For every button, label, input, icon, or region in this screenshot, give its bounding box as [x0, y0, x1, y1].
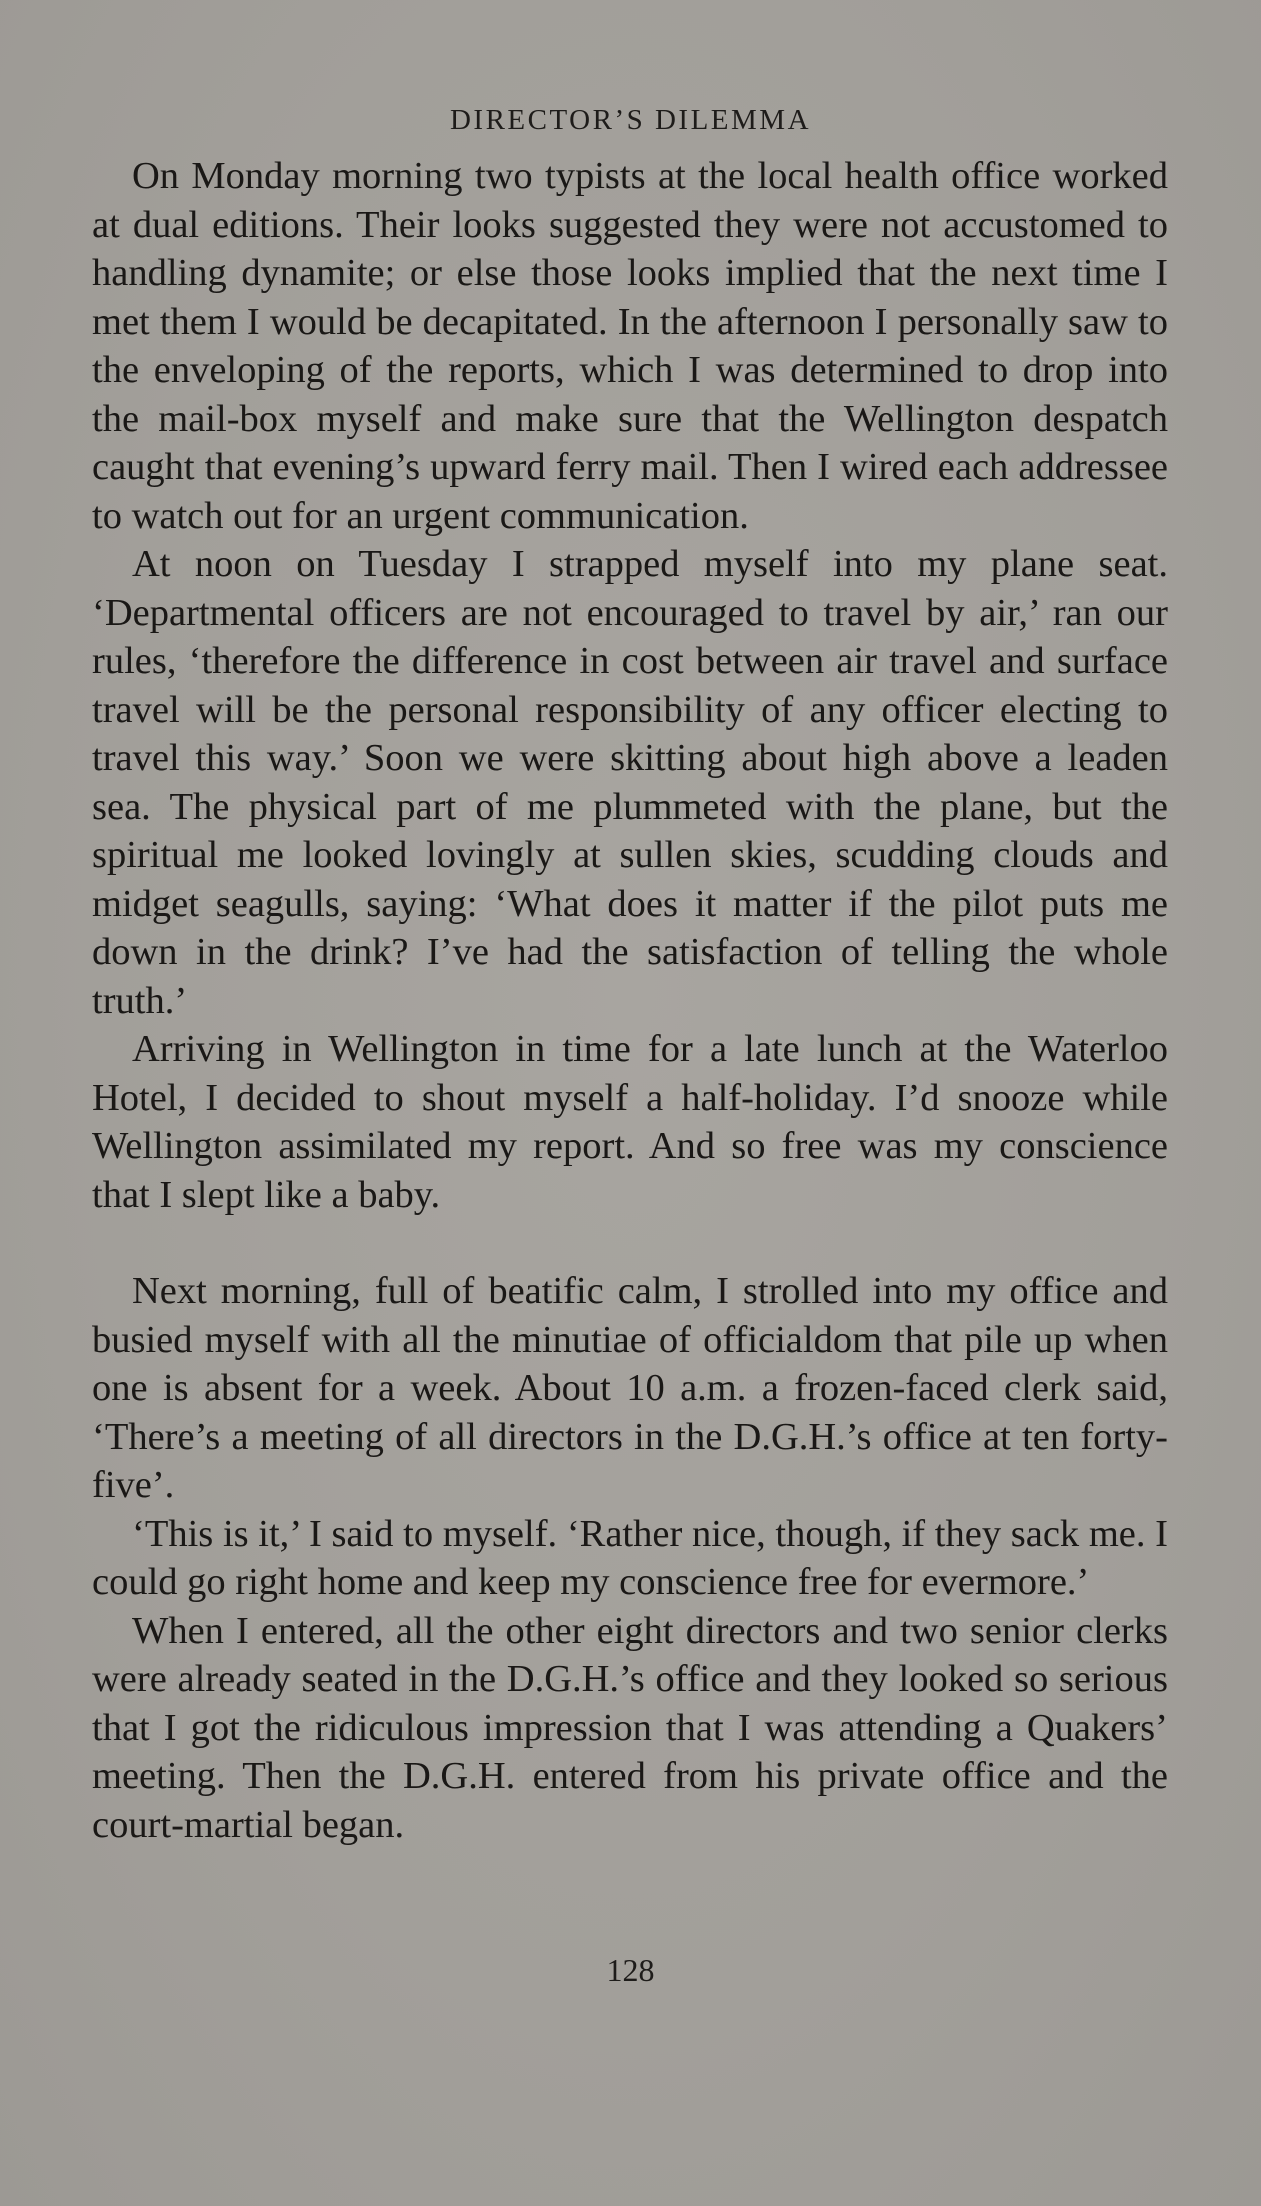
paragraph: On Monday morning two typists at the local health office worked at dual editions. Their looks suggested they were not accustomed to handling dynamite; or else those looks implied that the next time I met them I would be decapitated. In the afternoon I personally saw to the enveloping of the reports, which I was determined to drop into the mail-box myself and make sure that the Wellington despatch caught that evening’s upward ferry mail. Then I wired each addressee to watch out for an urgent communication.: [92, 155, 1168, 537]
page-number: 128: [606, 1952, 655, 1988]
body-text: [92, 152, 1168, 1849]
paragraph: Arriving in Wellington in time for a late lunch at the Waterloo Hotel, I decided to shout myself a half-holiday. I’d snooze while Wellington assimilated my report. And so free was my conscience that I slept like a baby.: [92, 1028, 1168, 1216]
paragraph: At noon on Tuesday I strapped myself into my plane seat. ‘Departmental officers are not encouraged to travel by air,’ ran our rules, ‘therefore the difference in cost between air travel and surface travel will be the personal responsibility of any officer electing to travel this way.’ Soon we were skitting about high above a leaden sea. The physical part of me plummeted with the plane, but the spiritual me looked lovingly at sullen skies, scudding clouds and midget seagulls, saying: ‘What does it matter if the pilot puts me down in the drink? I’ve had the satisfaction of telling the whole truth.’: [92, 543, 1168, 1022]
paragraph: When I entered, all the other eight directors and two senior clerks were already seated in the D.G.H.’s office and they looked so serious that I got the ridiculous impression that I was attending a Quakers’ meeting. Then the D.G.H. entered from his private office and the court-martial began.: [92, 1609, 1168, 1846]
paragraph: Next morning, full of beatific calm, I strolled into my office and busied myself with all the minutiae of officialdom that pile up when one is absent for a week. About 10 a.m. a frozen-faced clerk said, ‘There’s a meeting of all directors in the D.G.H.’s office at ten forty-five’.: [92, 1270, 1168, 1506]
running-head: DIRECTOR’S DILEMMA: [449, 104, 812, 136]
paragraph: ‘This is it,’ I said to myself. ‘Rather nice, though, if they sack me. I could go right home and keep my conscience free for evermore.’: [92, 1512, 1168, 1603]
